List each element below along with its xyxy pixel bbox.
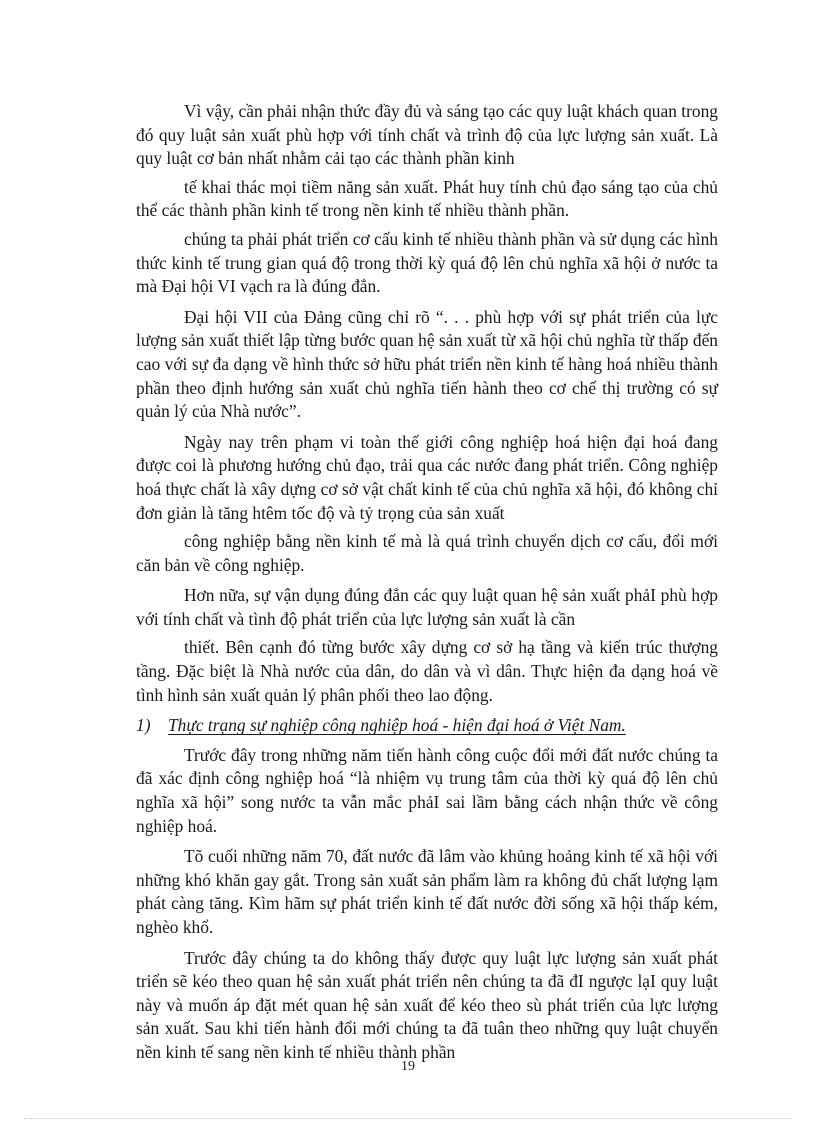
paragraph: Đại hội VII của Đảng cũng chỉ rõ “. . . phù hợp với sự phát triển của lực lượng sản xuất thiết lập từng bước quan hệ sản xuất từ xã hội chủ nghĩa từ thấp đến cao với sự đa dạng về hình thức sở hữu phát triển nền kinh tế hàng hoá nhiều thành phần theo định hướng sản xuất chủ nghĩa tiến hành theo cơ chế thị trường có sự quản lý của Nhà nước”. xyxy=(136,306,718,422)
paragraph: Hơn nữa, sự vận dụng đúng đắn các quy luật quan hệ sản xuất phảI phù hợp với tính chất và tình độ phát triển của lực lượng sản xuất là cần xyxy=(136,585,718,629)
paragraph: thiết. Bên cạnh đó từng bước xây dựng cơ sở hạ tầng và kiến trúc thượng tầng. Đặc biệt là Nhà nước của dân, do dân và vì dân. Thực hiện đa dạng hoá về tình hình sản xuất quản lý phân phối theo lao động. xyxy=(136,637,718,705)
paragraph: tế khai thác mọi tiềm năng sản xuất. Phát huy tính chủ đạo sáng tạo của chủ thể các thành phần kinh tế trong nền kinh tế nhiều thành phần. xyxy=(136,176,718,221)
section-number: 1) xyxy=(136,715,151,736)
paragraph: Trước đây trong những năm tiến hành công cuộc đổi mới đất nước chúng ta đã xác định công nghiệp hoá “là nhiệm vụ trung tâm của thời kỳ quá độ lên chủ nghĩa xã hội” song nước ta vẫn mắc phảI sai lầm bằng cách nhận thức về công nghiệp hoá. xyxy=(136,744,718,836)
paragraph: Vì vậy, cần phải nhận thức đầy đủ và sáng tạo các quy luật khách quan trong đó quy luật sản xuất phù hợp với tính chất và trình độ của lực lượng sản xuất. Là quy luật cơ bản nhất nhằm cải tạo các thành phần kinh xyxy=(136,101,718,169)
page-bottom-divider xyxy=(24,1118,792,1119)
paragraph: Tõ cuối những năm 70, đất nước đã lâm vào khủng hoảng kinh tế xã hội với những khó khăn gay gắt. Trong sản xuất sản phẩm làm ra không đủ chất lượng lạm phát càng tăng. Kìm hãm sự phát triển kinh tế đất nước đời sống xã hội thấp kém, nghèo khổ. xyxy=(136,846,718,937)
paragraph: Ngày nay trên phạm vi toàn thế giới công nghiệp hoá hiện đại hoá đang được coi là phương hướng chủ đạo, trải qua các nước đang phát triển. Công nghiệp hoá thực chất là xây dựng cơ sở vật chất kinh tế của chủ nghĩa xã hội, đó không chỉ đơn giản là tăng htêm tốc độ và tỷ trọng của sản xuất xyxy=(136,431,718,523)
paragraph: chúng ta phải phát triển cơ cấu kinh tế nhiều thành phần và sử dụng các hình thức kinh tế trung gian quá độ trong thời kỳ quá độ lên chủ nghĩa xã hội ở nước ta mà Đại hội VI vạch ra là đúng đắn. xyxy=(136,228,718,297)
paragraph: Trước đây chúng ta do không thấy được quy luật lực lượng sản xuất phát triển sẽ kéo theo quan hệ sản xuất phát triển nên chúng ta đã đI ngược lạI quy luật này và muốn áp đặt mét quan hệ sản xuất để kéo theo sù phát triển của lực lượng sản xuất. Sau khi tiến hành đổi mới chúng ta đã tuân theo những quy luật chuyển nền kinh tế sang nền kinh tế nhiều thành phần xyxy=(136,947,718,1062)
page-number: 19 xyxy=(401,1059,415,1074)
section-heading xyxy=(136,714,718,738)
body-text xyxy=(136,100,718,1072)
section-title: Thực trạng sự nghiệp công nghiệp hoá - hiện đại hoá ở Việt Nam. xyxy=(168,715,626,736)
paragraph: công nghiệp bằng nền kinh tế mà là quá trình chuyển dịch cơ cấu, đổi mới căn bản về công nghiệp. xyxy=(136,531,718,575)
